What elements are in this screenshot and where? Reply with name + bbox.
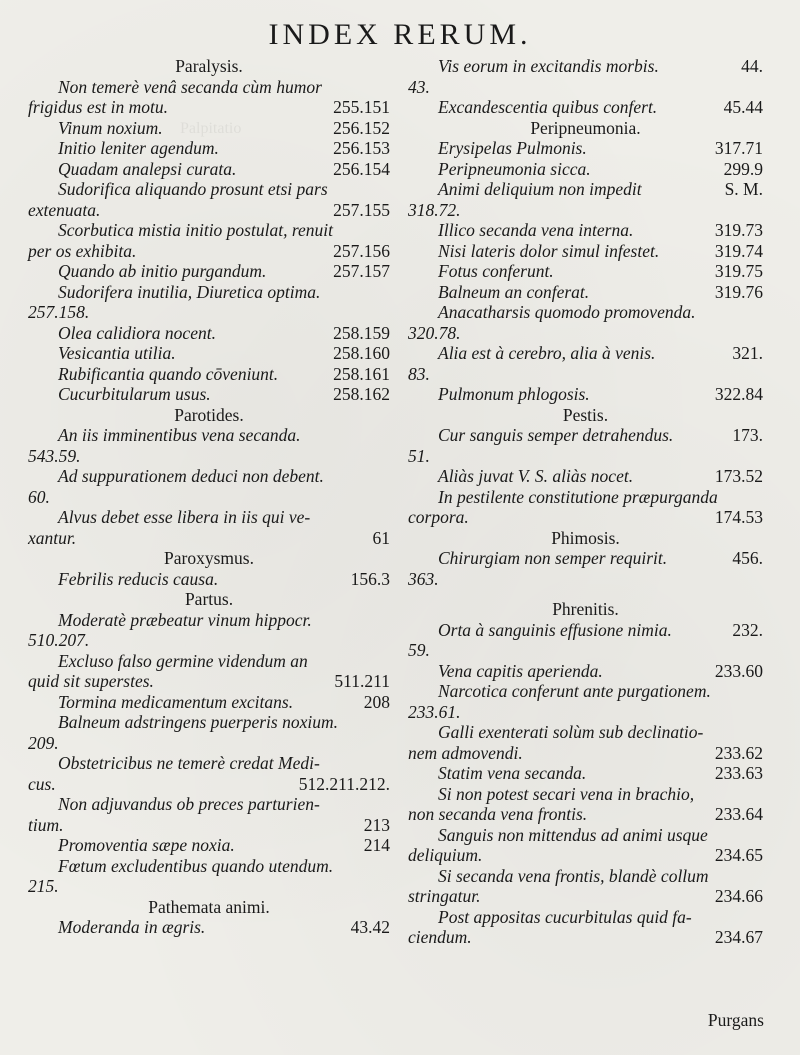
entry-text: Ad suppurationem deduci non debent. (58, 466, 324, 486)
entry-text: Sanguis non mittendus ad animi usque (438, 824, 708, 845)
entry-text: Quando ab initio purgandum. (58, 261, 267, 281)
heading-text: Parotides. (174, 404, 244, 425)
index-entry-line (408, 825, 763, 846)
index-entry-line (408, 425, 763, 446)
index-entry-line (408, 159, 763, 180)
entry-text: Chirurgiam non semper requirit. (438, 548, 668, 568)
index-entry-line (28, 671, 390, 692)
index-entry-line (408, 743, 763, 764)
entry-text: ciendum. (408, 927, 472, 947)
index-entry-line (408, 661, 763, 682)
index-heading (28, 897, 390, 918)
bleed-through: Palpitatio (180, 120, 242, 137)
page-reference: 233.63 (714, 763, 763, 783)
index-entry-line (408, 179, 763, 200)
index-entry-line (28, 159, 390, 180)
page-reference: 256.154 (333, 158, 390, 179)
entry-text: Peripneumonia sicca. (438, 158, 591, 179)
page-reference: 299.9 (723, 158, 763, 179)
index-entry-line (408, 907, 763, 928)
entry-text: Non adjuvandus ob preces parturien- (58, 794, 320, 814)
entry-text: Moderanda in ægris. (58, 917, 206, 937)
index-entry-line (28, 876, 390, 897)
index-entry-line (28, 733, 390, 754)
page-reference: 511.211 (334, 671, 390, 691)
page-title: INDEX RERUM. (268, 18, 532, 51)
page-reference: 258.161 (333, 363, 390, 384)
page-reference: 319.76 (714, 281, 763, 302)
index-entry-line (28, 343, 390, 364)
entry-text: Cucurbitularum usus. (58, 384, 211, 404)
index-entry-line (28, 917, 390, 938)
index-entry-line (408, 323, 763, 344)
entry-text: 215. (28, 876, 59, 896)
index-entry-line (28, 569, 390, 590)
page-reference: 43.42 (350, 917, 390, 937)
entry-text: 209. (28, 732, 59, 753)
entry-text: 51. (408, 445, 430, 466)
page-reference: 257.155 (333, 199, 390, 220)
page-reference: S. M. (724, 179, 763, 199)
index-entry-line (408, 487, 763, 508)
index-entry-line (408, 446, 763, 467)
index-entry-line (28, 364, 390, 385)
index-entry-line (408, 722, 763, 743)
entry-text: An iis imminentibus vena secanda. (58, 425, 301, 445)
entry-text: Pulmonum phlogosis. (438, 384, 590, 404)
entry-text: nem admovendi. (408, 742, 523, 763)
entry-text: Post appositas cucurbitulas quid fa- (438, 906, 692, 927)
index-entry-line (408, 302, 763, 323)
entry-text: non secanda vena frontis. (408, 804, 588, 824)
page-reference: 45.44 (723, 97, 763, 117)
entry-text: Quadam analepsi curata. (58, 158, 237, 179)
page-reference: 456. (732, 548, 763, 568)
index-heading (408, 405, 763, 426)
index-entry-line (28, 323, 390, 344)
index-entry-line (408, 886, 763, 907)
entry-text: Initio leniter agendum. (58, 138, 219, 158)
heading-text: Peripneumonia. (530, 117, 641, 138)
index-entry-line (28, 77, 390, 98)
entry-text: Alia est à cerebro, alia à venis. (438, 343, 656, 363)
page-reference: 258.162 (333, 384, 390, 404)
page-reference: 512.211.212. (298, 773, 390, 794)
index-entry-line (408, 241, 763, 262)
entry-text: Alvus debet esse libera in iis qui ve- (58, 507, 311, 527)
index-entry-line (408, 77, 763, 98)
entry-text: Si secanda vena frontis, blandè collum (438, 865, 709, 886)
entry-text: Excluso falso germine videndum an (58, 650, 308, 671)
index-entry-line (408, 569, 763, 590)
index-entry-line (408, 702, 763, 723)
entry-text: Aliàs juvat V. S. aliàs nocet. (438, 466, 634, 486)
page-reference: 213 (363, 814, 390, 835)
index-entry-line (28, 815, 390, 836)
index-entry-line (28, 466, 390, 487)
index-entry-line (408, 681, 763, 702)
index-entry-line (28, 220, 390, 241)
page-reference: 319.73 (714, 220, 763, 240)
index-entry-line (408, 640, 763, 661)
entry-text: Cur sanguis semper detrahendus. (438, 425, 674, 445)
entry-text: Sudorifera inutilia, Diuretica optima. (58, 281, 321, 302)
entry-text: 510.207. (28, 630, 90, 650)
index-entry-line (408, 200, 763, 221)
page-reference: 174.53 (714, 507, 763, 527)
page-reference: 258.160 (333, 343, 390, 363)
entry-text: Scorbutica mistia initio postulat, renuit (58, 220, 333, 240)
index-entry-line (28, 261, 390, 282)
page-reference: 173. (732, 425, 763, 445)
entry-text: Vis eorum in excitandis morbis. (438, 56, 659, 76)
index-entry-line (28, 774, 390, 795)
entry-text: extenuata. (28, 199, 101, 220)
entry-text: Moderatè præbeatur vinum hippocr. (58, 609, 312, 630)
page-reference: 61 (372, 527, 390, 548)
page-reference: 255.151 (333, 97, 390, 117)
entry-text: Fœtum excludentibus quando utendum. (58, 855, 334, 876)
page-reference: 319.75 (714, 261, 763, 281)
entry-text: 43. (408, 76, 430, 97)
heading-text: Phrenitis. (552, 599, 619, 619)
entry-text: 59. (408, 640, 430, 660)
page-reference: 256.153 (333, 138, 390, 158)
entry-text: Olea calidiora nocent. (58, 322, 216, 343)
entry-text: Promoventia sæpe noxia. (58, 835, 235, 855)
entry-text: Illico secanda vena interna. (438, 220, 634, 240)
index-entry-line (28, 302, 390, 323)
index-heading (28, 405, 390, 426)
entry-text: frigidus est in motu. (28, 97, 169, 117)
index-entry-line (28, 97, 390, 118)
entry-text: 318.72. (408, 199, 461, 220)
entry-text: In pestilente constitutione præpurganda (438, 486, 718, 507)
spacer (408, 589, 763, 599)
entry-text: 543.59. (28, 445, 81, 466)
entry-text: Tormina medicamentum excitans. (58, 691, 294, 712)
entry-text: Si non potest secari vena in brachio, (438, 783, 695, 804)
index-entry-line (408, 220, 763, 241)
index-entry-line (408, 763, 763, 784)
index-entry-line (408, 364, 763, 385)
page-reference: 322.84 (714, 384, 763, 404)
index-entry-line (408, 804, 763, 825)
index-entry-line (28, 138, 390, 159)
index-entry-line (28, 651, 390, 672)
entry-text: tium. (28, 814, 64, 835)
page-reference: 234.67 (714, 927, 763, 947)
entry-text: 363. (408, 568, 439, 589)
entry-text: Febrilis reducis causa. (58, 568, 219, 589)
index-entry-line (28, 753, 390, 774)
index-entry-line (28, 692, 390, 713)
left-column (28, 56, 390, 938)
index-entry-line (408, 97, 763, 118)
entry-text: Fotus conferunt. (438, 261, 554, 281)
index-entry-line (28, 425, 390, 446)
page-reference: 208 (363, 691, 390, 712)
index-entry-line (28, 794, 390, 815)
index-entry-line (28, 241, 390, 262)
index-entry-line (408, 56, 763, 77)
entry-text: Excandescentia quibus confert. (438, 97, 658, 117)
entry-text: 233.61. (408, 701, 461, 722)
index-entry-line (28, 179, 390, 200)
page-reference: 233.60 (714, 660, 763, 681)
heading-text: Pathemata animi. (148, 896, 270, 917)
entry-text: Balneum an conferat. (438, 281, 590, 302)
index-entry-line (28, 835, 390, 856)
page-reference: 44. (741, 56, 763, 76)
page-reference: 321. (732, 343, 763, 363)
index-entry-line (408, 138, 763, 159)
heading-text: Phimosis. (551, 527, 620, 548)
page-reference: 258.159 (333, 322, 390, 343)
entry-text: Rubificantia quando cōveniunt. (58, 363, 279, 384)
entry-text: corpora. (408, 507, 469, 527)
index-entry-line (28, 446, 390, 467)
index-entry-line (408, 261, 763, 282)
index-entry-line (28, 384, 390, 405)
entry-text: Erysipelas Pulmonis. (438, 138, 587, 158)
entry-text: Animi deliquium non impedit (438, 179, 642, 199)
catchword: Purgans (707, 1010, 764, 1030)
page-reference: 317.71 (714, 138, 763, 158)
entry-text: Nisi lateris dolor simul infestet. (438, 240, 660, 261)
index-entry-line (408, 927, 763, 948)
entry-text: quid sit superstes. (28, 671, 154, 691)
page-reference: 256.152 (333, 117, 390, 138)
entry-text: 320.78. (408, 322, 461, 343)
index-entry-line (28, 610, 390, 631)
page-reference: 234.66 (714, 886, 763, 906)
entry-text: Galli exenterati solùm sub declinatio- (438, 722, 704, 742)
index-entry-line (408, 343, 763, 364)
index-heading (408, 528, 763, 549)
index-entry-line (28, 282, 390, 303)
page-reference: 233.64 (714, 804, 763, 824)
index-entry-line (28, 528, 390, 549)
index-heading (28, 589, 390, 610)
entry-text: Statim vena secanda. (438, 763, 587, 783)
heading-text: Paralysis. (175, 56, 243, 76)
heading-text: Paroxysmus. (164, 548, 254, 568)
entry-text: xantur. (28, 527, 77, 548)
entry-text: stringatur. (408, 886, 481, 906)
index-entry-line (408, 466, 763, 487)
index-entry-line (408, 384, 763, 405)
index-heading (28, 548, 390, 569)
entry-text: Narcotica conferunt ante purgationem. (438, 681, 711, 701)
heading-text: Partus. (184, 589, 234, 609)
page-reference: 319.74 (714, 240, 763, 261)
entry-text: Obstetricibus ne temerè credat Medi- (58, 753, 320, 773)
index-entry-line (408, 784, 763, 805)
entry-text: Balneum adstringens puerperis noxium. (58, 712, 338, 732)
entry-text: Orta à sanguinis effusione nimia. (438, 619, 672, 640)
entry-text: deliquium. (408, 845, 483, 865)
page-reference: 233.62 (714, 742, 763, 763)
index-entry-line (28, 118, 390, 139)
index-heading (408, 118, 763, 139)
page-reference: 156.3 (350, 568, 390, 589)
index-entry-line (408, 507, 763, 528)
entry-text: 60. (28, 486, 50, 507)
entry-text: Non temerè venâ secanda cùm humor (58, 76, 322, 97)
page-reference: 173.52 (714, 466, 763, 486)
entry-text: 83. (408, 363, 430, 384)
index-entry-line (408, 845, 763, 866)
page-reference: 232. (732, 619, 763, 640)
entry-text: Vena capitis aperienda. (438, 660, 603, 681)
index-entry-line (408, 620, 763, 641)
entry-text: 257.158. (28, 302, 90, 322)
index-entry-line (408, 548, 763, 569)
index-entry-line (28, 487, 390, 508)
index-heading (28, 56, 390, 77)
page-reference: 257.157 (333, 261, 390, 281)
index-entry-line (28, 856, 390, 877)
index-entry-line (408, 282, 763, 303)
entry-text: Vesicantia utilia. (58, 343, 176, 363)
index-entry-line (28, 630, 390, 651)
page-reference: 234.65 (714, 845, 763, 865)
index-entry-line (28, 507, 390, 528)
right-column (408, 56, 763, 948)
index-entry-line (408, 866, 763, 887)
page-reference: 214 (363, 835, 390, 855)
page-reference: 257.156 (333, 240, 390, 261)
entry-text: Anacatharsis quomodo promovenda. (438, 302, 696, 322)
entry-text: cus. (28, 773, 56, 794)
index-entry-line (28, 712, 390, 733)
entry-text: Vinum noxium. (58, 117, 163, 138)
heading-text: Pestis. (562, 404, 609, 425)
entry-text: per os exhibita. (28, 240, 137, 261)
index-heading (408, 599, 763, 620)
entry-text: Sudorifica aliquando prosunt etsi pars (58, 179, 328, 199)
index-entry-line (28, 200, 390, 221)
